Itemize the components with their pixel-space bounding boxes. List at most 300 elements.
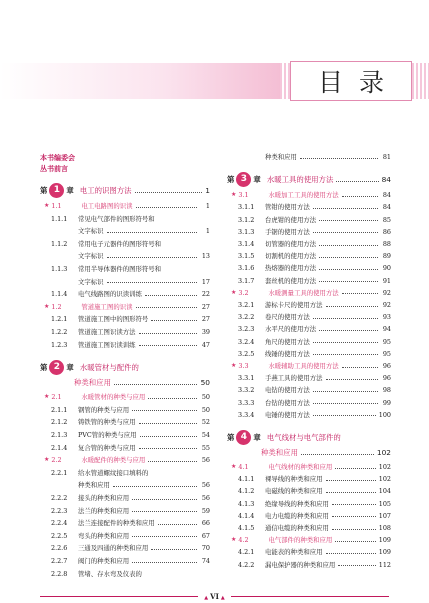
chapter-title: 水暖管材与配件的 (79, 362, 139, 372)
section-entry[interactable] (40, 393, 210, 401)
star-icon: ★ (231, 536, 237, 544)
page-number: 100 (378, 410, 391, 419)
section-number: 4.1 (238, 463, 249, 471)
subsection-entry[interactable] (227, 512, 391, 520)
page-number: 95 (382, 349, 391, 358)
subsection-title: 常见电气部件的图形符号和 (78, 214, 155, 223)
subsection-title: 接头的种类和应用 (78, 494, 130, 502)
subsection-entry[interactable] (227, 325, 391, 333)
page-number: 88 (382, 240, 391, 248)
page-number: 90 (382, 264, 391, 273)
page-number: 95 (382, 337, 391, 346)
page-number: 105 (378, 499, 391, 508)
dot-leader (326, 492, 376, 493)
section-number: 4.2 (238, 536, 249, 545)
star-icon: ★ (231, 362, 237, 369)
dot-leader (148, 461, 197, 462)
page-number: 39 (201, 328, 210, 336)
subsection-title: 电气线路图的识读训练 (78, 290, 142, 299)
chapter-heading[interactable] (227, 169, 391, 189)
dot-leader (151, 549, 197, 550)
chapter-title: 种类和应用 (261, 448, 298, 457)
dot-leader (319, 281, 378, 282)
subsection-entry[interactable] (227, 500, 391, 508)
chapter-heading[interactable] (40, 180, 210, 200)
page-number: 107 (378, 511, 391, 520)
page-number: 66 (201, 519, 210, 528)
page-number: 54 (201, 431, 210, 439)
subsection-number: 3.2.2 (238, 313, 255, 322)
subsection-entry[interactable] (227, 411, 391, 419)
page-title: 目录 (317, 68, 400, 97)
dot-leader (326, 379, 378, 380)
dot-leader (313, 354, 378, 355)
subsection-entry[interactable] (227, 301, 391, 309)
page-number: 99 (382, 398, 391, 407)
dot-leader (332, 504, 376, 505)
subsection-title: 三通及四通的种类和应用 (78, 544, 149, 553)
subsection-number: 4.1.2 (238, 487, 255, 496)
subsection-entry[interactable] (40, 315, 210, 323)
dot-leader (139, 448, 197, 449)
subsection-title: 切割机的使用方法 (265, 252, 317, 261)
section-entry[interactable] (40, 202, 210, 210)
chapter-number-badge: 3 (236, 172, 251, 187)
page-number: 96 (382, 362, 391, 370)
star-icon: ★ (231, 288, 237, 296)
section-entry[interactable] (227, 536, 391, 544)
subsection-number: 4.1.5 (238, 524, 255, 532)
subsection-number: 3.1.5 (238, 252, 255, 261)
subsection-number: 4.1.3 (238, 499, 255, 508)
subsection-number: 1.2.1 (51, 315, 68, 324)
page-number: 50 (200, 378, 210, 388)
subsection-title: 绝缘导线的种类和应用 (265, 499, 329, 508)
subsection-entry[interactable] (40, 240, 210, 248)
page-number: 27 (201, 302, 210, 311)
subsection-title: 线锤的使用方法 (265, 349, 310, 358)
subsection-title: 角尺的使用方法 (265, 337, 310, 346)
chapter-heading-continued[interactable] (227, 449, 391, 457)
subsection-entry[interactable] (227, 203, 391, 211)
dot-leader (148, 398, 197, 399)
subsection-title: 文字标识 (78, 277, 104, 286)
subsection-title: 卷尺的使用方法 (265, 313, 310, 322)
subsection-entry[interactable] (40, 341, 210, 349)
section-title: 电工电路图的识读 (81, 202, 133, 210)
subsection-number: 3.1.4 (238, 240, 255, 248)
page-number: 102 (376, 448, 391, 457)
dot-leader (319, 220, 378, 221)
subsection-entry-continued[interactable] (227, 153, 391, 161)
section-entry[interactable] (227, 191, 391, 199)
subsection-title: 法兰的种类和应用 (78, 506, 130, 515)
dot-leader (313, 342, 378, 343)
dot-leader (335, 541, 376, 542)
chapter-number-badge: 1 (49, 183, 64, 198)
subsection-number: 2.1.3 (51, 431, 68, 439)
chapter-suffix: 章 (253, 432, 261, 442)
page-number: 96 (382, 374, 391, 383)
subsection-number: 3.3.2 (238, 386, 255, 395)
subsection-entry[interactable] (227, 487, 391, 495)
subsection-number: 2.2.5 (51, 531, 68, 540)
dot-leader (132, 511, 197, 512)
dot-leader (313, 318, 378, 319)
dot-leader (335, 468, 376, 469)
subsection-entry[interactable] (40, 328, 210, 336)
subsection-title: 管道施工图中的图形符号 (78, 315, 149, 324)
subsection-title: 通信电缆的种类和应用 (265, 524, 329, 532)
front-matter-item[interactable]: 本书编委会 (40, 154, 75, 162)
subsection-entry[interactable] (40, 265, 210, 273)
page-number: 56 (201, 456, 210, 465)
subsection-entry[interactable] (40, 532, 210, 540)
page-number: 104 (378, 487, 391, 496)
subsection-entry-continued[interactable] (40, 278, 210, 286)
subsection-number: 3.2.5 (238, 349, 255, 358)
subsection-title: 手锯的使用方法 (265, 227, 310, 236)
dot-leader (313, 232, 378, 233)
dot-leader (107, 232, 197, 233)
section-title: 水暖配件的种类与应用 (81, 456, 146, 465)
chapter-suffix: 章 (66, 185, 74, 195)
dot-leader (336, 181, 378, 182)
subsection-number: 3.1.2 (238, 215, 255, 224)
page-number: 56 (201, 481, 210, 490)
subsection-entry[interactable] (227, 240, 391, 248)
subsection-entry[interactable] (40, 444, 210, 452)
page-number: 93 (382, 313, 391, 322)
subsection-title: 种类和应用 (78, 481, 110, 490)
star-icon: ★ (231, 463, 237, 470)
subsection-title: 弯头的种类和应用 (78, 531, 130, 540)
subsection-entry[interactable] (40, 406, 210, 414)
page-number: 108 (378, 524, 391, 532)
subsection-title: 裸导线的种类和应用 (265, 475, 323, 484)
page-number: 89 (382, 252, 391, 261)
subsection-title: 游标卡尺的使用方法 (265, 301, 323, 309)
page-number: 86 (382, 227, 391, 236)
chapter-title: 水暖工具的使用方法 (266, 174, 334, 184)
page-number: 84 (382, 191, 391, 200)
subsection-entry-continued[interactable] (40, 227, 210, 235)
subsection-number: 2.2.2 (51, 494, 68, 502)
subsection-title: 给水管道螺纹接口填料的 (78, 468, 149, 477)
page-number: 102 (378, 475, 391, 484)
page-number: 1 (205, 227, 210, 236)
star-icon: ★ (44, 393, 50, 401)
subsection-entry[interactable] (40, 557, 210, 565)
chapter-suffix: 章 (66, 362, 74, 372)
subsection-entry[interactable] (227, 277, 391, 285)
dot-leader (145, 295, 197, 296)
subsection-number: 1.1.3 (51, 265, 68, 273)
subsection-number: 2.1.2 (51, 418, 68, 427)
chapter-prefix: 第 (227, 432, 235, 442)
subsection-entry[interactable] (40, 494, 210, 502)
chapter-prefix: 第 (40, 362, 48, 372)
subsection-title: 电能表的种类和应用 (265, 548, 323, 557)
subsection-entry[interactable] (227, 524, 391, 532)
subsection-number: 2.2.1 (51, 468, 68, 477)
dot-leader (139, 333, 197, 334)
dot-leader (342, 196, 378, 197)
dot-leader (107, 257, 197, 258)
subsection-title: 铸铁管的种类与应用 (78, 418, 136, 427)
subsection-entry[interactable] (227, 386, 391, 394)
section-number: 3.2 (238, 288, 249, 297)
dot-leader (301, 454, 374, 455)
chapter-heading[interactable] (40, 357, 210, 377)
dot-leader (326, 480, 376, 481)
dot-leader (313, 391, 378, 392)
dot-leader (338, 565, 376, 566)
subsection-title: 电锤的使用方法 (265, 410, 310, 419)
subsection-entry[interactable] (40, 544, 210, 552)
dot-leader (136, 207, 197, 208)
page-number: 94 (382, 325, 391, 334)
subsection-title: 热熔器的使用方法 (265, 264, 317, 273)
page-number: 85 (382, 215, 391, 224)
section-entry[interactable] (40, 303, 210, 311)
page-number: 102 (378, 463, 391, 471)
section-title: 水暖测量工具的使用方法 (268, 288, 339, 297)
subsection-number: 3.2.4 (238, 337, 255, 346)
page-number: 109 (378, 548, 391, 557)
subsection-title: 台虎钳的使用方法 (265, 215, 317, 224)
section-number: 1.2 (51, 302, 62, 311)
section-number: 2.2 (51, 456, 62, 465)
page-number: 50 (201, 393, 210, 402)
chapter-title: 电工的识图方法 (79, 185, 132, 195)
subsection-title: 漏电保护器的种类和应用 (265, 560, 336, 569)
section-number: 3.3 (238, 362, 249, 370)
chapter-heading-continued[interactable] (40, 379, 210, 387)
page-number: 27 (201, 315, 210, 324)
subsection-number: 2.2.7 (51, 557, 68, 565)
banner-gradient (0, 63, 300, 99)
subsection-title: 常用电子元器件的图形符号和 (78, 239, 162, 248)
chapter-title: 种类和应用 (74, 378, 111, 388)
page-number: 59 (201, 506, 210, 515)
page-number: ▲ VI ▲ (198, 592, 230, 601)
subsection-entry-continued[interactable] (40, 252, 210, 260)
page-number: 22 (201, 290, 210, 299)
dot-leader (114, 384, 197, 385)
subsection-entry[interactable] (40, 215, 210, 223)
subsection-entry[interactable] (40, 431, 210, 439)
subsection-number: 1.1.1 (51, 214, 68, 223)
dot-leader (139, 423, 197, 424)
subsection-number: 3.1.7 (238, 276, 255, 285)
subsection-number: 3.1.6 (238, 264, 255, 273)
subsection-entry[interactable] (40, 570, 210, 578)
subsection-number: 1.1.2 (51, 239, 68, 248)
page-number: 92 (382, 288, 391, 297)
dot-leader (132, 410, 197, 411)
chapter-heading[interactable] (227, 427, 391, 447)
subsection-title: 切管器的使用方法 (265, 240, 317, 248)
subsection-title: 电钻的使用方法 (265, 386, 310, 395)
subsection-entry-continued[interactable] (40, 481, 210, 489)
page-number: 50 (201, 405, 210, 414)
dot-leader (313, 208, 378, 209)
section-entry[interactable] (227, 289, 391, 297)
page-number: 1 (205, 185, 210, 195)
subsection-entry[interactable] (227, 548, 391, 556)
subsection-number: 3.2.3 (238, 325, 255, 334)
page-number: 92 (382, 301, 391, 309)
page-number: 17 (201, 277, 210, 286)
star-icon: ★ (44, 202, 50, 209)
subsection-title: 法兰连接配件的种类和应用 (78, 519, 155, 528)
dot-leader (319, 269, 378, 270)
subsection-title: 常用半导体器件的图形符号和 (78, 265, 162, 273)
subsection-title: 电磁线的种类和应用 (265, 487, 323, 496)
subsection-title: 文字标识 (78, 252, 104, 261)
subsection-entry[interactable] (227, 475, 391, 483)
section-entry[interactable] (40, 456, 210, 464)
section-entry[interactable] (227, 362, 391, 370)
subsection-entry[interactable] (40, 519, 210, 527)
subsection-number: 2.1.1 (51, 405, 68, 414)
dot-leader (300, 158, 378, 159)
star-icon: ★ (44, 456, 50, 464)
subsection-title: 手燕工具的使用方法 (265, 374, 323, 383)
subsection-title: PVC管的种类与应用 (78, 431, 137, 439)
section-title: 电气部件的种类和应用 (268, 536, 333, 545)
subsection-number: 1.2.3 (51, 340, 68, 349)
subsection-number: 3.1.3 (238, 227, 255, 236)
subsection-entry[interactable] (227, 264, 391, 272)
subsection-number: 2.2.3 (51, 506, 68, 515)
subsection-entry[interactable] (227, 252, 391, 260)
subsection-entry[interactable] (40, 418, 210, 426)
subsection-number: 4.1.1 (238, 475, 255, 484)
page-number: 81 (382, 153, 391, 161)
subsection-title: 管堵、存水弯及仪表的 (78, 569, 142, 578)
page-number: 13 (201, 252, 210, 261)
page-number: 84 (382, 203, 391, 212)
subsection-title: 套丝机的使用方法 (265, 276, 317, 285)
page-number: 67 (201, 531, 210, 540)
subsection-number: 3.3.1 (238, 374, 255, 383)
subsection-entry[interactable] (227, 216, 391, 224)
dot-leader (332, 516, 376, 517)
dot-leader (158, 524, 197, 525)
subsection-title: 种类和应用 (265, 153, 297, 161)
subsection-entry[interactable] (227, 399, 391, 407)
page-number: 70 (201, 544, 210, 553)
subsection-entry[interactable] (227, 228, 391, 236)
chapter-prefix: 第 (40, 185, 48, 195)
dot-leader (319, 245, 378, 246)
dot-leader (313, 403, 378, 404)
subsection-entry[interactable] (227, 313, 391, 321)
subsection-title: 管道施工图识读方法 (78, 328, 136, 336)
section-title: 水暖管材的种类与应用 (81, 393, 146, 402)
section-number: 3.1 (238, 191, 249, 200)
dot-leader (132, 536, 197, 537)
subsection-number: 2.1.4 (51, 443, 68, 452)
subsection-number: 3.2.1 (238, 301, 255, 309)
dot-leader (107, 282, 197, 283)
dot-leader (140, 436, 197, 437)
page-footer (0, 589, 429, 603)
star-icon: ★ (44, 302, 50, 310)
dot-leader (113, 486, 197, 487)
dot-leader (132, 499, 197, 500)
star-icon: ★ (231, 191, 237, 199)
subsection-title: 阀门的种类和应用 (78, 557, 130, 565)
dot-leader (136, 307, 197, 308)
section-number: 1.1 (51, 202, 62, 210)
subsection-number: 4.1.4 (238, 511, 255, 520)
subsection-number: 1.2.2 (51, 328, 68, 336)
section-title: 水暖加工工具的使用方法 (268, 191, 339, 200)
header-banner (0, 57, 429, 103)
subsection-entry[interactable] (40, 507, 210, 515)
dot-leader (132, 562, 197, 563)
subsection-number: 4.2.2 (238, 560, 255, 569)
page-number: 74 (201, 557, 210, 565)
page-number: 1 (205, 202, 210, 210)
chapter-suffix: 章 (253, 174, 261, 184)
front-matter-item[interactable]: 丛书前言 (40, 165, 68, 173)
subsection-title: 文字标识 (78, 227, 104, 236)
page-number: 98 (382, 386, 391, 395)
dot-leader (135, 192, 203, 193)
subsection-title: 管道施工图识读训练 (78, 340, 136, 349)
chapter-number-badge: 2 (49, 360, 64, 375)
section-title: 水暖辅助工具的使用方法 (268, 362, 339, 370)
dot-leader (151, 320, 197, 321)
section-title: 电气线材的种类和应用 (268, 463, 333, 471)
chapter-prefix: 第 (227, 174, 235, 184)
subsection-entry[interactable] (227, 561, 391, 569)
subsection-number: 3.1.1 (238, 203, 255, 212)
dot-leader (342, 367, 378, 368)
page-number: 47 (201, 340, 210, 349)
subsection-title: 电力电缆的种类和应用 (265, 511, 329, 520)
page-number: 55 (201, 443, 210, 452)
section-entry[interactable] (227, 463, 391, 471)
page-number: 91 (382, 276, 391, 285)
subsection-number: 2.2.4 (51, 519, 68, 528)
chapter-number-badge: 4 (236, 430, 251, 445)
section-title: 管道施工图的识读 (81, 302, 133, 311)
subsection-entry[interactable] (227, 338, 391, 346)
subsection-entry[interactable] (227, 374, 391, 382)
subsection-title: 管钳的使用方法 (265, 203, 310, 212)
subsection-title: 台钻的使用方法 (265, 398, 310, 407)
dot-leader (313, 415, 376, 416)
subsection-number: 3.3.3 (238, 398, 255, 407)
subsection-entry[interactable] (40, 290, 210, 298)
dot-leader (319, 330, 378, 331)
subsection-entry[interactable] (40, 469, 210, 477)
subsection-entry[interactable] (227, 350, 391, 358)
subsection-number: 2.2.6 (51, 544, 68, 553)
section-number: 2.1 (51, 393, 62, 402)
subsection-number: 4.2.1 (238, 548, 255, 557)
dot-leader (139, 345, 197, 346)
page-number: 56 (201, 494, 210, 502)
subsection-title: 水平尺的使用方法 (265, 325, 317, 334)
dot-leader (319, 257, 378, 258)
dot-leader (326, 553, 376, 554)
